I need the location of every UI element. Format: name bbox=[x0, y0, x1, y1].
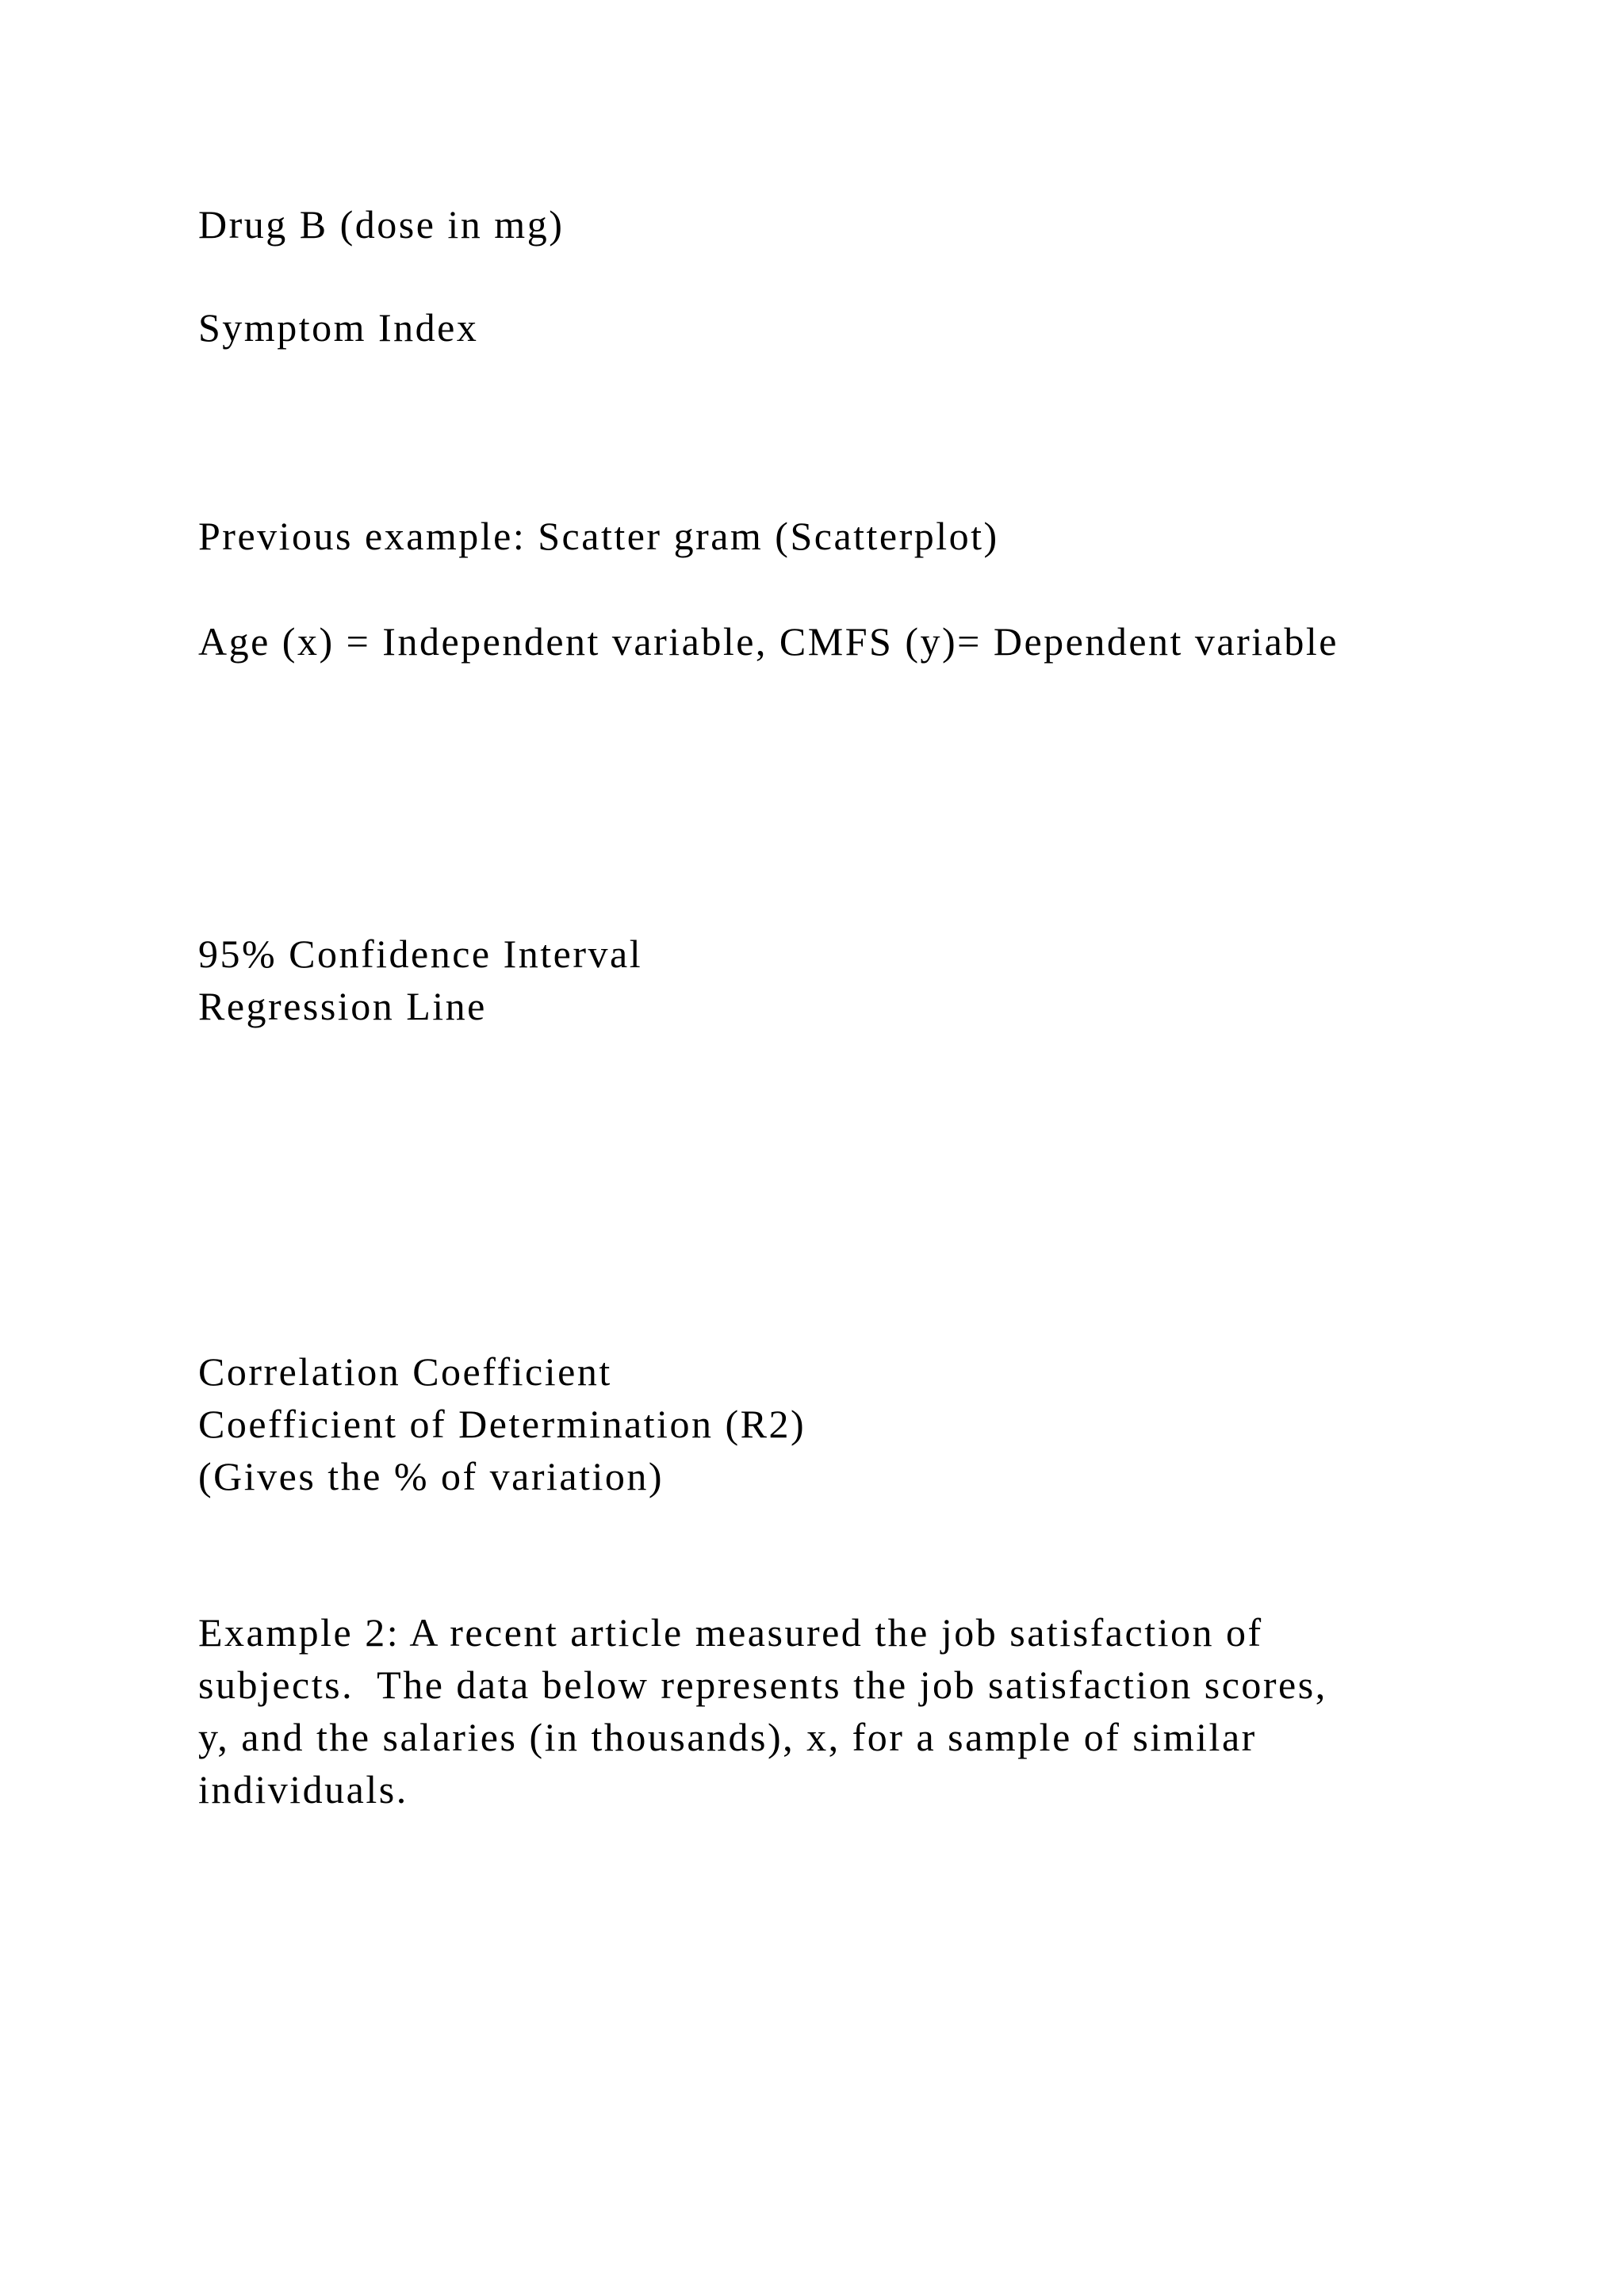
example-2-line: individuals. bbox=[198, 1767, 408, 1812]
example-2-line: subjects. The data below represents the job satisfaction scores, bbox=[198, 1663, 1327, 1707]
confidence-interval-label: 95% Confidence Interval bbox=[198, 932, 643, 976]
previous-example-text: Previous example: Scatter gram (Scatterplot) bbox=[198, 514, 999, 558]
confidence-regression-block bbox=[198, 928, 642, 1032]
example-2-paragraph bbox=[198, 1606, 1327, 1816]
correlation-coefficient-label: Correlation Coefficient bbox=[198, 1349, 612, 1394]
correlation-block bbox=[198, 1345, 806, 1502]
example-2-line: y, and the salaries (in thousands), x, for a sample of similar bbox=[198, 1715, 1257, 1759]
coefficient-determination-label: Coefficient of Determination (R2) bbox=[198, 1402, 806, 1446]
regression-line-label: Regression Line bbox=[198, 984, 487, 1028]
drug-b-label: Drug B (dose in mg) bbox=[198, 202, 565, 247]
symptom-index-label: Symptom Index bbox=[198, 305, 479, 350]
example-2-line: Example 2: A recent article measured the job satisfaction of bbox=[198, 1610, 1263, 1655]
variation-note: (Gives the % of variation) bbox=[198, 1454, 665, 1498]
variables-text: Age (x) = Independent variable, CMFS (y)= Dependent variable bbox=[198, 619, 1339, 664]
